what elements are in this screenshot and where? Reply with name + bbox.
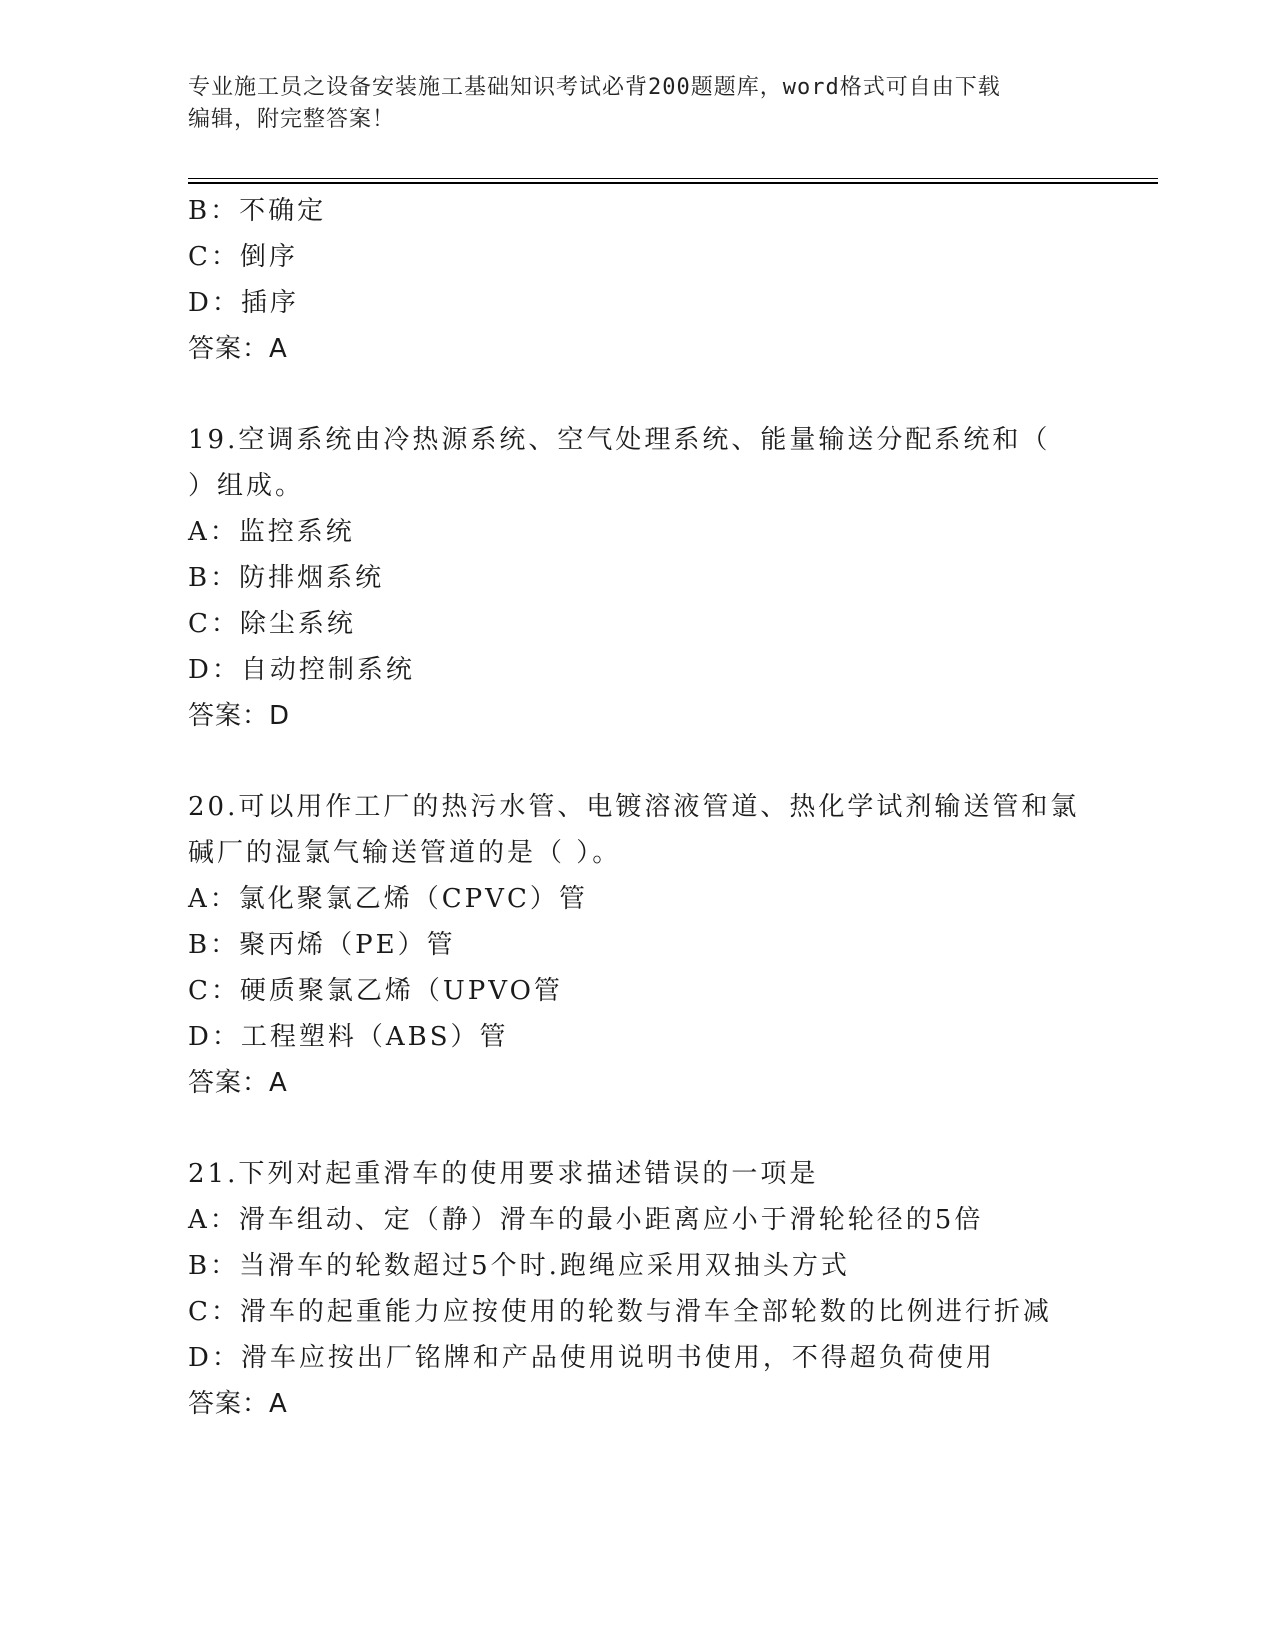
question-title: 20.可以用作工厂的热污水管、电镀溶液管道、热化学试剂输送管和氯 <box>188 792 1080 822</box>
option-a: A：氯化聚氯乙烯（CPVC）管 <box>188 884 588 914</box>
answer: 答案：A <box>188 1068 288 1098</box>
option-d: D：自动控制系统 <box>188 655 415 685</box>
option-d: D：插序 <box>188 288 299 318</box>
option-c: C：倒序 <box>188 242 298 272</box>
question-title-cont: ）组成。 <box>188 471 305 501</box>
option-b: B：防排烟系统 <box>188 563 385 593</box>
header-rule-thick <box>188 182 1158 184</box>
question-title-cont: 碱厂的湿氯气输送管道的是（ ）。 <box>188 838 622 868</box>
question-19 <box>188 417 1148 739</box>
option-b: B：聚丙烯（PE）管 <box>188 930 456 960</box>
option-c: C：除尘系统 <box>188 609 356 639</box>
option-b: B：当滑车的轮数超过5个时.跑绳应采用双抽头方式 <box>188 1251 850 1281</box>
option-d: D：滑车应按出厂铭牌和产品使用说明书使用，不得超负荷使用 <box>188 1343 995 1373</box>
option-c: C：硬质聚氯乙烯（UPVO管 <box>188 976 563 1006</box>
option-a: A：监控系统 <box>188 517 355 547</box>
answer: 答案：A <box>188 1389 288 1419</box>
question-21 <box>188 1151 1148 1427</box>
option-c: C：滑车的起重能力应按使用的轮数与滑车全部轮数的比例进行折减 <box>188 1297 1052 1327</box>
header-rule-thin <box>188 178 1158 179</box>
header-line-1: 专业施工员之设备安装施工基础知识考试必背200题题库，word格式可自由下载 <box>188 75 1001 100</box>
option-a: A：滑车组动、定（静）滑车的最小距离应小于滑轮轮径的5倍 <box>188 1205 984 1235</box>
document-body <box>188 188 1148 1427</box>
question-title: 21.下列对起重滑车的使用要求描述错误的一项是 <box>188 1159 819 1189</box>
question-20 <box>188 784 1148 1106</box>
question-18-continued <box>188 188 1148 372</box>
document-header <box>188 72 1088 136</box>
option-d: D：工程塑料（ABS）管 <box>188 1022 509 1052</box>
answer: 答案：D <box>188 701 291 731</box>
header-line-2: 编辑，附完整答案！ <box>188 107 396 132</box>
answer: 答案：A <box>188 334 288 364</box>
option-b: B：不确定 <box>188 196 327 226</box>
question-title: 19.空调系统由冷热源系统、空气处理系统、能量输送分配系统和（ <box>188 425 1051 455</box>
